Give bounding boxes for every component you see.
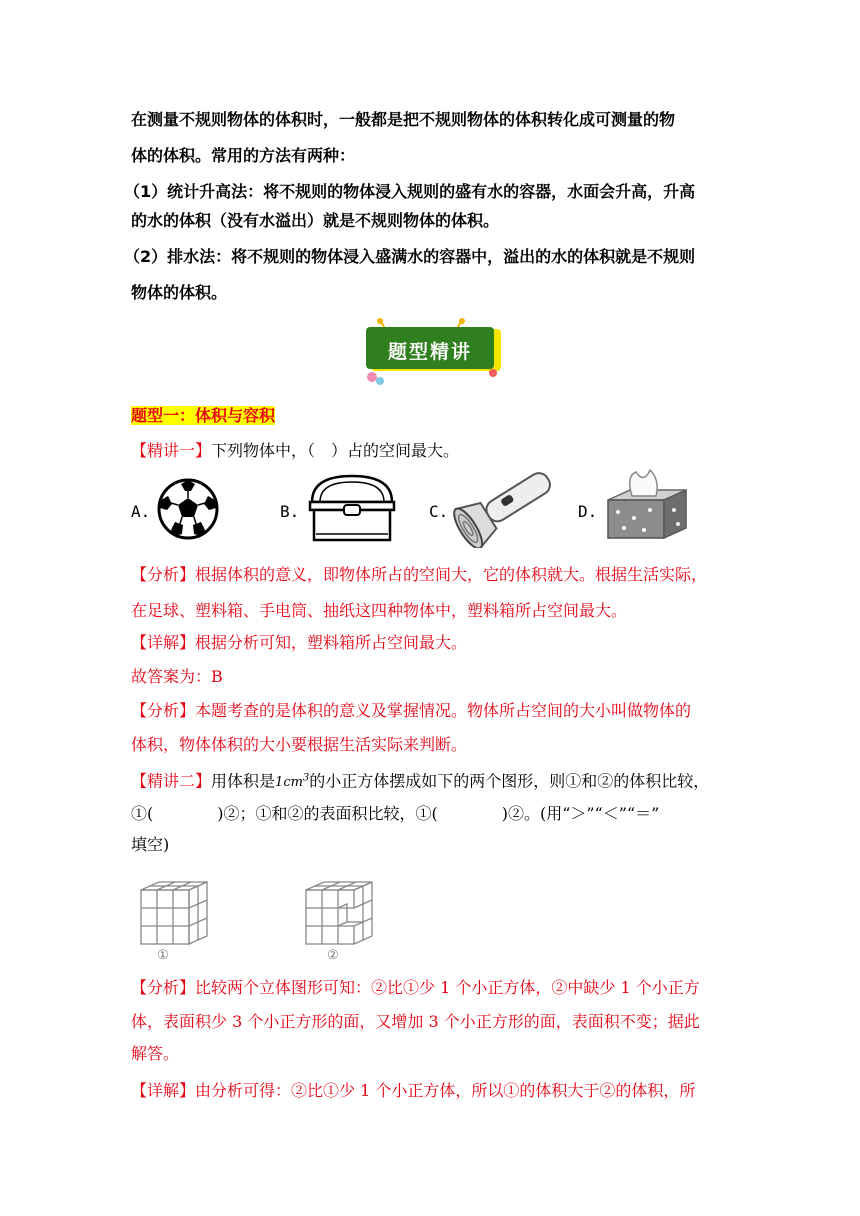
summary-1-line-1: 本题考查的是体积的意义及掌握情况。物体所占空间的大小叫做物体的 bbox=[195, 701, 692, 720]
analysis-2-line-2: 体，表面积少 3 个小正方形的面，又增加 3 个小正方形的面，表面积不变；据此 bbox=[131, 1012, 700, 1031]
detail-2 bbox=[131, 1080, 733, 1102]
chest-icon bbox=[306, 472, 398, 548]
analysis-1 bbox=[131, 564, 733, 586]
analysis-2-tag: 【分析】 bbox=[131, 978, 196, 997]
analysis-1-line-1: 根据体积的意义，即物体所占的空间大，它的体积就大。根据生活实际， bbox=[195, 565, 708, 584]
question-1-text: 下列物体中，（ ）占的空间最大。 bbox=[211, 441, 460, 460]
question-2 bbox=[131, 768, 733, 794]
option-a-label: A. bbox=[131, 502, 151, 521]
question-2-line-2: ①( )②；①和②的表面积比较，①( )②。(用“＞”“＜”“＝” bbox=[131, 804, 660, 823]
figure-2-label: ② bbox=[327, 948, 339, 963]
question-2-tag: 【精讲二】 bbox=[131, 771, 212, 791]
detail-1-text: 根据分析可知，塑料箱所占空间最大。 bbox=[195, 633, 468, 652]
intro-line-2: 体的体积。常用的方法有两种： bbox=[131, 146, 356, 165]
intro-line-1: 在测量不规则物体的体积时，一般都是把不规则物体的体积转化成可测量的物 bbox=[131, 110, 676, 129]
soccer-ball-icon bbox=[157, 478, 219, 544]
detail-2-tag: 【详解】 bbox=[131, 1081, 196, 1100]
unit-number: 1 bbox=[275, 775, 284, 791]
cube-figure-2 bbox=[300, 880, 380, 950]
question-1 bbox=[131, 440, 733, 462]
intro-line-3: （1）统计升高法：将不规则的物体浸入规则的盛有水的容器，水面会升高，升高 bbox=[124, 182, 696, 201]
section-title: 题型一：体积与容积 bbox=[131, 406, 276, 425]
analysis-1-tag: 【分析】 bbox=[131, 565, 196, 584]
intro-line-4: 的水的体积（没有水溢出）就是不规则物体的体积。 bbox=[131, 211, 500, 230]
banner-text: 题型精讲 bbox=[387, 341, 472, 363]
detail-1 bbox=[131, 632, 733, 654]
analysis-1-line-2: 在足球、塑料箱、手电筒、抽纸这四种物体中，塑料箱所占空间最大。 bbox=[131, 601, 628, 620]
cube-figure-1 bbox=[135, 880, 215, 950]
question-2-text-b: 的小正方体摆成如下的两个图形，则①和②的体积比较， bbox=[309, 771, 710, 791]
summary-1 bbox=[131, 700, 733, 722]
question-2-line-3: 填空) bbox=[131, 835, 170, 854]
question-2-text-a: 用体积是 bbox=[211, 771, 276, 791]
figure-1-label: ① bbox=[157, 948, 169, 963]
summary-1-tag: 【分析】 bbox=[131, 701, 196, 720]
intro-line-5: （2）排水法：将不规则的物体浸入盛满水的容器中，溢出的水的体积就是不规则 bbox=[124, 247, 696, 266]
option-c-label: C. bbox=[429, 502, 449, 521]
intro-line-6: 物体的体积。 bbox=[131, 283, 228, 302]
analysis-2-line-3: 解答。 bbox=[131, 1044, 180, 1063]
option-d-label: D. bbox=[578, 502, 598, 521]
flashlight-icon bbox=[452, 464, 560, 552]
detail-1-tag: 【详解】 bbox=[131, 633, 196, 652]
unit-exponent: 3 bbox=[302, 773, 310, 784]
option-b-label: B. bbox=[280, 502, 300, 521]
unit-symbol: cm bbox=[283, 775, 303, 791]
section-banner bbox=[358, 317, 502, 389]
tissue-box-icon bbox=[604, 466, 690, 548]
answer-1: 故答案为：B bbox=[131, 667, 223, 686]
question-1-tag: 【精讲一】 bbox=[131, 441, 212, 460]
summary-1-line-2: 体积，物体体积的大小要根据生活实际来判断。 bbox=[131, 735, 468, 754]
analysis-2-line-1: 比较两个立体图形可知：②比①少 1 个小正方体，②中缺少 1 个小正方 bbox=[195, 978, 700, 997]
analysis-2 bbox=[131, 977, 733, 999]
detail-2-text: 由分析可得：②比①少 1 个小正方体，所以①的体积大于②的体积，所 bbox=[195, 1081, 696, 1100]
